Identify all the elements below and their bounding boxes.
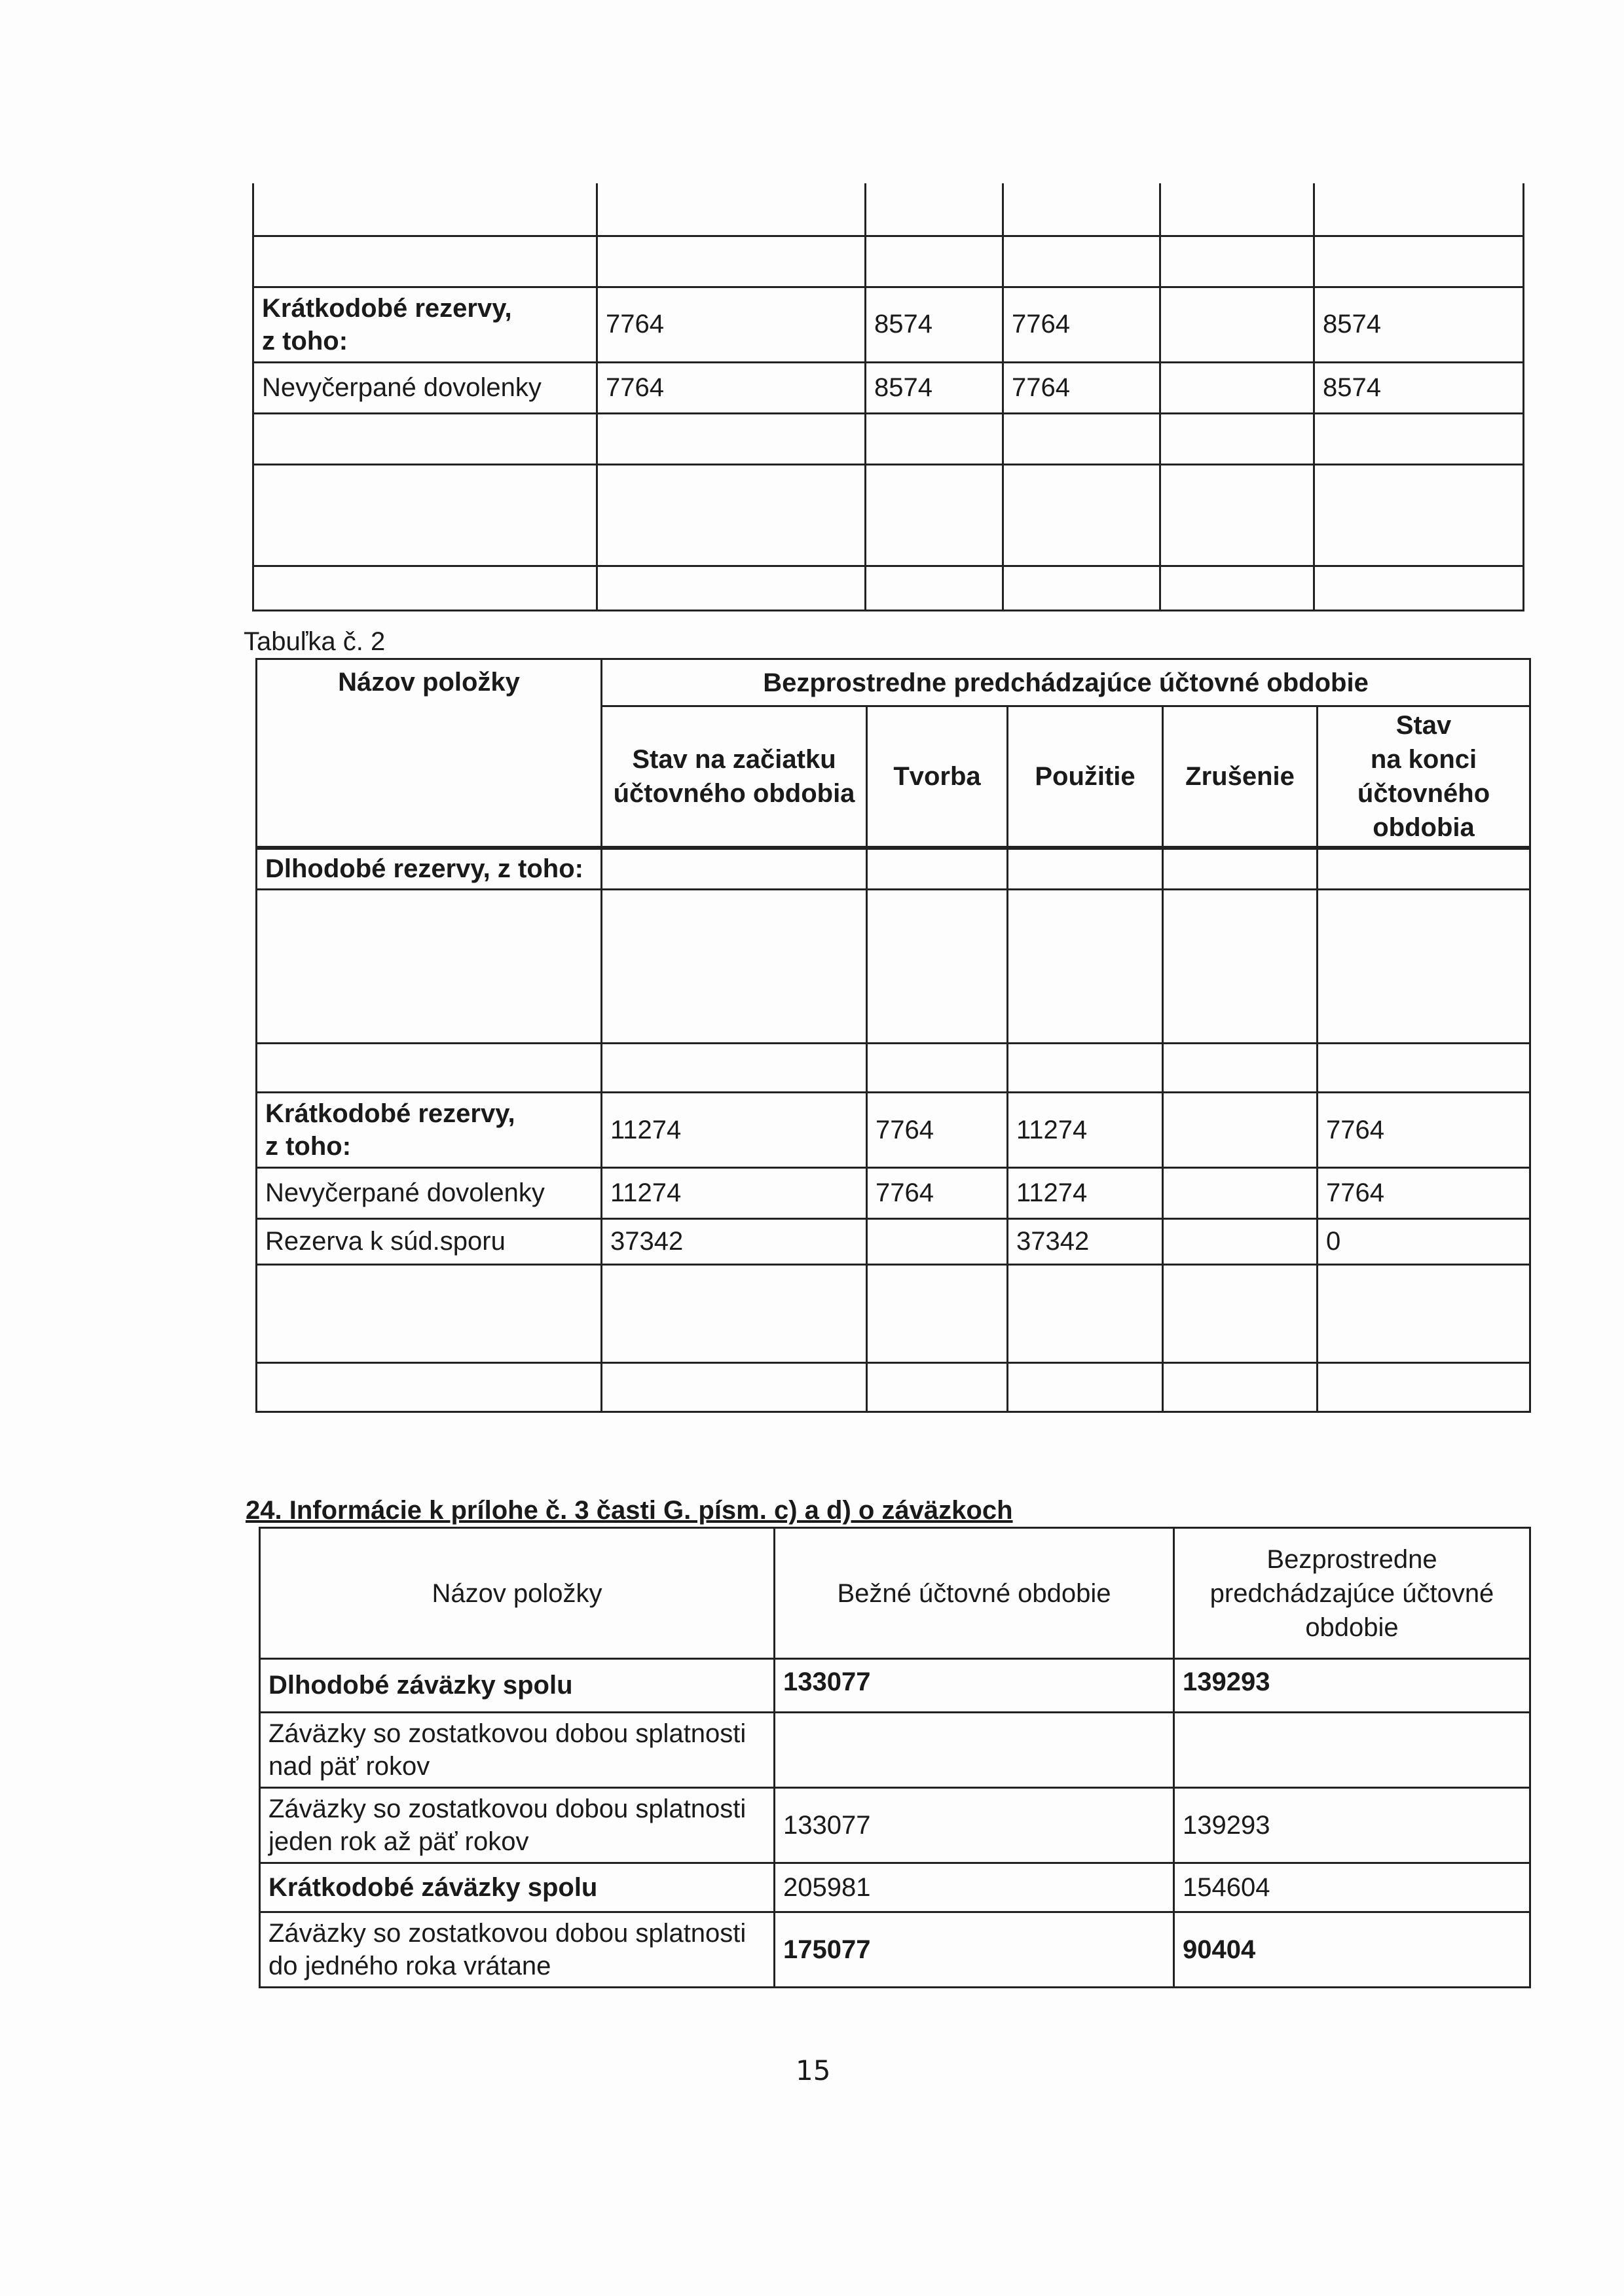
header-col-b: Stav na začiatku účtovného obdobia <box>602 706 867 847</box>
letter-c <box>867 847 1008 849</box>
value-cell: 8574 <box>866 362 1003 413</box>
row-label: Dlhodobé záväzky spolu <box>260 1659 775 1713</box>
table-row <box>257 1168 1530 1219</box>
value-cell: 8574 <box>1314 287 1524 362</box>
value-cell <box>1163 1168 1318 1219</box>
value-cell <box>1163 1219 1318 1265</box>
header-previous: Bezprostredne predchádzajúce účtovné obdobie <box>1174 1528 1530 1659</box>
value-cell: 7764 <box>867 1168 1008 1219</box>
row-label: Záväzky so zostatkovou dobou splatnosti jeden rok až päť rokov <box>260 1788 775 1863</box>
table-row <box>253 413 1524 464</box>
row-label: Nevyčerpané dovolenky <box>257 1168 602 1219</box>
letter-a <box>257 847 602 849</box>
header-col-d: Použitie <box>1008 706 1163 847</box>
table-row <box>257 1093 1530 1168</box>
table1-continuation <box>252 183 1524 611</box>
value-cell: 7764 <box>597 287 866 362</box>
header-col-c: Tvorba <box>867 706 1008 847</box>
value-cell: 7764 <box>1318 1168 1530 1219</box>
value-cell: 7764 <box>1318 1093 1530 1168</box>
letter-b <box>602 847 867 849</box>
table-row <box>253 236 1524 287</box>
value-current: 205981 <box>775 1863 1174 1912</box>
value-cell: 11274 <box>602 1168 867 1219</box>
header-group: Bezprostredne predchádzajúce účtovné obdobie <box>602 659 1530 706</box>
row-label: Záväzky so zostatkovou dobou splatnosti do jedného roka vrátane <box>260 1912 775 1988</box>
value-cell <box>1160 362 1314 413</box>
value-cell: 37342 <box>602 1219 867 1265</box>
table-row <box>253 566 1524 610</box>
table-row <box>253 183 1524 236</box>
row-label: Rezerva k súd.sporu <box>257 1219 602 1265</box>
value-cell <box>1160 287 1314 362</box>
value-current: 133077 <box>775 1788 1174 1863</box>
value-previous: 154604 <box>1174 1863 1530 1912</box>
row-label: Krátkodobé rezervy, z toho: <box>257 1093 602 1168</box>
value-cell: 11274 <box>1008 1168 1163 1219</box>
value-cell: 7764 <box>1003 287 1160 362</box>
table-row <box>257 1265 1530 1363</box>
letter-f <box>1318 847 1530 849</box>
header-col-f: Stav na konci účtovného obdobia <box>1318 706 1530 847</box>
row-label: Krátkodobé záväzky spolu <box>260 1863 775 1912</box>
section-24-title: 24. Informácie k prílohe č. 3 časti G. písm. c) a d) o záväzkoch <box>246 1496 1013 1525</box>
table-row <box>253 362 1524 413</box>
header-current: Bežné účtovné obdobie <box>775 1528 1174 1659</box>
header-col-e: Zrušenie <box>1163 706 1318 847</box>
value-cell: 8574 <box>866 287 1003 362</box>
value-cell: 11274 <box>1008 1093 1163 1168</box>
value-cell: 11274 <box>602 1093 867 1168</box>
value-cell: 8574 <box>1314 362 1524 413</box>
page-number: 15 <box>796 2054 831 2086</box>
table-row <box>253 287 1524 362</box>
table-row <box>257 1363 1530 1412</box>
value-current: 175077 <box>775 1912 1174 1988</box>
table-row <box>260 1659 1530 1713</box>
letter-e <box>1163 847 1318 849</box>
table2 <box>255 658 1531 1413</box>
value-cell: 7764 <box>597 362 866 413</box>
table-row <box>257 890 1530 1044</box>
value-current: 133077 <box>775 1659 1174 1713</box>
value-cell <box>1163 1093 1318 1168</box>
header-name: Názov položky <box>257 659 602 847</box>
table-row <box>260 1788 1530 1863</box>
table-row <box>257 849 1530 890</box>
table2-caption: Tabuľka č. 2 <box>244 627 386 656</box>
value-previous: 139293 <box>1174 1788 1530 1863</box>
row-label: Záväzky so zostatkovou dobou splatnosti nad päť rokov <box>260 1713 775 1788</box>
table-row <box>260 1713 1530 1788</box>
row-label: Krátkodobé rezervy, z toho: <box>253 287 597 362</box>
value-previous <box>1174 1713 1530 1788</box>
table-row <box>260 1912 1530 1988</box>
row-label: Nevyčerpané dovolenky <box>253 362 597 413</box>
value-cell: 7764 <box>1003 362 1160 413</box>
value-previous: 139293 <box>1174 1659 1530 1713</box>
header-name: Názov položky <box>260 1528 775 1659</box>
table-row <box>253 464 1524 566</box>
value-current <box>775 1713 1174 1788</box>
value-cell: 0 <box>1318 1219 1530 1265</box>
letter-d <box>1008 847 1163 849</box>
table-row <box>260 1863 1530 1912</box>
liabilities-table <box>259 1527 1531 1988</box>
value-cell <box>867 1219 1008 1265</box>
table-row <box>257 1044 1530 1093</box>
long-reserves-label: Dlhodobé rezervy, z toho: <box>257 849 602 890</box>
value-cell: 7764 <box>867 1093 1008 1168</box>
value-cell: 37342 <box>1008 1219 1163 1265</box>
value-previous: 90404 <box>1174 1912 1530 1988</box>
table-row <box>257 1219 1530 1265</box>
